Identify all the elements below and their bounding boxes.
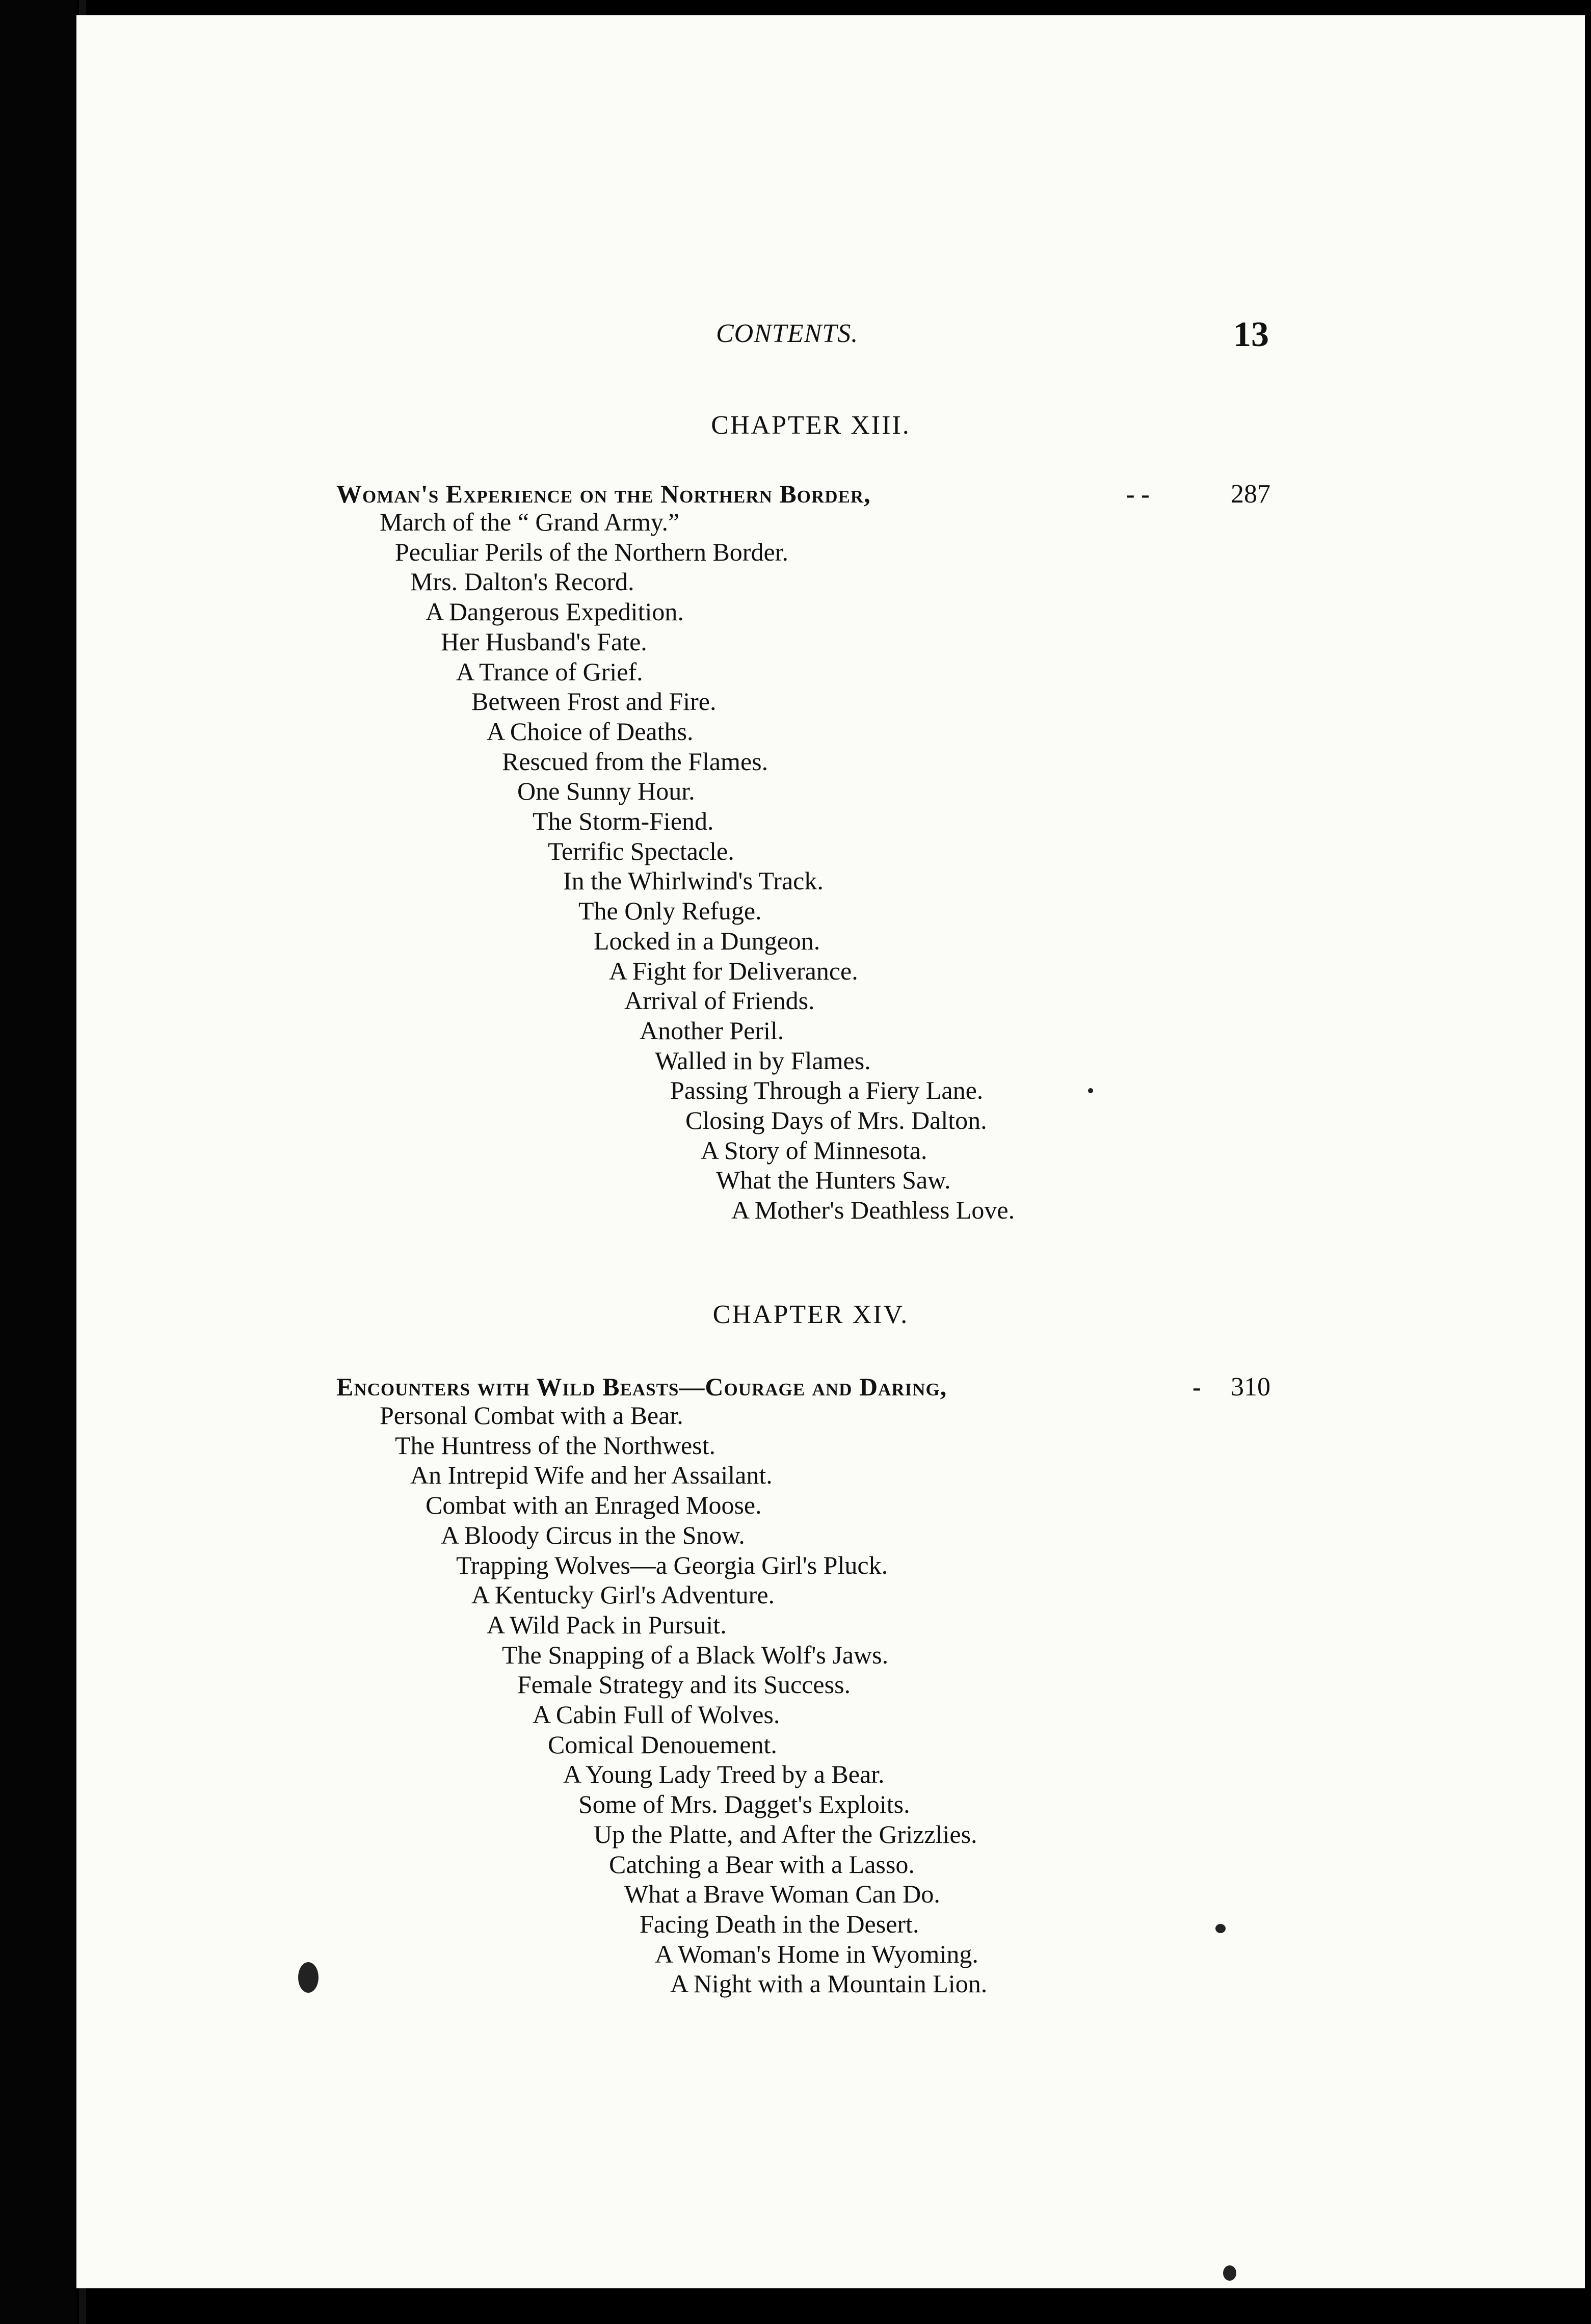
subtopic-item: Arrival of Friends. — [624, 986, 815, 1015]
subtopic-item: March of the “ Grand Army.” — [380, 508, 680, 536]
subtopic-item: In the Whirlwind's Track. — [563, 866, 824, 895]
subtopic-item: A Story of Minnesota. — [701, 1135, 927, 1165]
subtopic-item: A Cabin Full of Wolves. — [533, 1700, 780, 1729]
subtopic-item: A Dangerous Expedition. — [426, 597, 684, 626]
subtopic-item: Locked in a Dungeon. — [594, 926, 820, 955]
subtopic-item: The Storm-Fiend. — [533, 807, 714, 835]
subtopic-item: Terrific Spectacle. — [548, 836, 734, 865]
subtopic-item: Facing Death in the Desert. — [640, 1909, 919, 1938]
subtopic-item: Walled in by Flames. — [655, 1046, 871, 1075]
subtopic-item: A Woman's Home in Wyoming. — [655, 1939, 978, 1968]
subtopic-item: A Night with a Mountain Lion. — [670, 1969, 988, 1998]
subtopic-item: Combat with an Enraged Moose. — [426, 1491, 762, 1520]
running-title: CONTENTS. — [716, 319, 859, 348]
subtopic-item: Closing Days of Mrs. Dalton. — [685, 1106, 987, 1134]
chapter-page: 310 — [1231, 1372, 1270, 1402]
subtopic-item: What a Brave Woman Can Do. — [624, 1880, 940, 1909]
chapter-title: Encounters with Wild Beasts—Courage and Daring, — [336, 1372, 947, 1401]
subtopic-item: Peculiar Perils of the Northern Border. — [395, 537, 789, 566]
dot-leader: - - — [1126, 480, 1150, 508]
subtopic-item: A Wild Pack in Pursuit. — [487, 1610, 727, 1639]
subtopic-item: Her Husband's Fate. — [441, 627, 647, 656]
subtopic-item: A Bloody Circus in the Snow. — [441, 1520, 745, 1549]
subtopic-item: A Fight for Deliverance. — [609, 956, 858, 985]
subtopic-item: The Huntress of the Northwest. — [395, 1431, 716, 1460]
subtopic-item: The Snapping of a Black Wolf's Jaws. — [502, 1640, 889, 1669]
subtopic-item: A Kentucky Girl's Adventure. — [471, 1580, 775, 1609]
dot-leader: - — [1192, 1372, 1201, 1401]
subtopic-item: An Intrepid Wife and her Assailant. — [410, 1461, 773, 1490]
subtopic-item: Between Frost and Fire. — [471, 687, 717, 716]
chapter-heading: CHAPTER XIII. — [711, 411, 911, 440]
scan-speck — [1215, 1924, 1226, 1933]
subtopic-item: Trapping Wolves—a Georgia Girl's Pluck. — [456, 1550, 888, 1579]
subtopic-item: Female Strategy and its Success. — [517, 1670, 851, 1699]
running-header — [0, 315, 1591, 354]
subtopic-item: One Sunny Hour. — [517, 777, 695, 806]
subtopic-item: A Choice of Deaths. — [487, 717, 694, 746]
chapter-page: 287 — [1231, 480, 1270, 509]
chapter-entry — [336, 1372, 1356, 1403]
chapter-entry — [336, 479, 1356, 510]
subtopic-item: Catching a Bear with a Lasso. — [609, 1850, 915, 1879]
chapter-title: Woman's Experience on the Northern Border, — [336, 480, 871, 508]
subtopic-item: What the Hunters Saw. — [716, 1166, 951, 1195]
subtopic-item: Rescued from the Flames. — [502, 747, 768, 776]
scan-speck — [298, 1962, 319, 1993]
page-number: 13 — [1233, 315, 1269, 354]
subtopic-item: Up the Platte, and After the Grizzlies. — [594, 1819, 977, 1848]
subtopic-item: Mrs. Dalton's Record. — [410, 567, 634, 596]
subtopic-item: A Trance of Grief. — [456, 657, 643, 686]
subtopic-item: Passing Through a Fiery Lane. — [670, 1076, 984, 1105]
subtopic-item: Another Peril. — [640, 1016, 784, 1045]
subtopic-item: Comical Denouement. — [548, 1730, 777, 1759]
subtopic-item: Some of Mrs. Dagget's Exploits. — [578, 1790, 910, 1819]
subtopic-item: Personal Combat with a Bear. — [380, 1401, 683, 1430]
subtopic-item: A Mother's Deathless Love. — [731, 1196, 1015, 1225]
scan-speck — [1223, 2265, 1236, 2281]
chapter-heading: CHAPTER XIV. — [712, 1300, 909, 1329]
subtopic-item: A Young Lady Treed by a Bear. — [563, 1760, 885, 1789]
subtopic-item: The Only Refuge. — [578, 896, 762, 926]
scan-speck — [1088, 1088, 1093, 1093]
